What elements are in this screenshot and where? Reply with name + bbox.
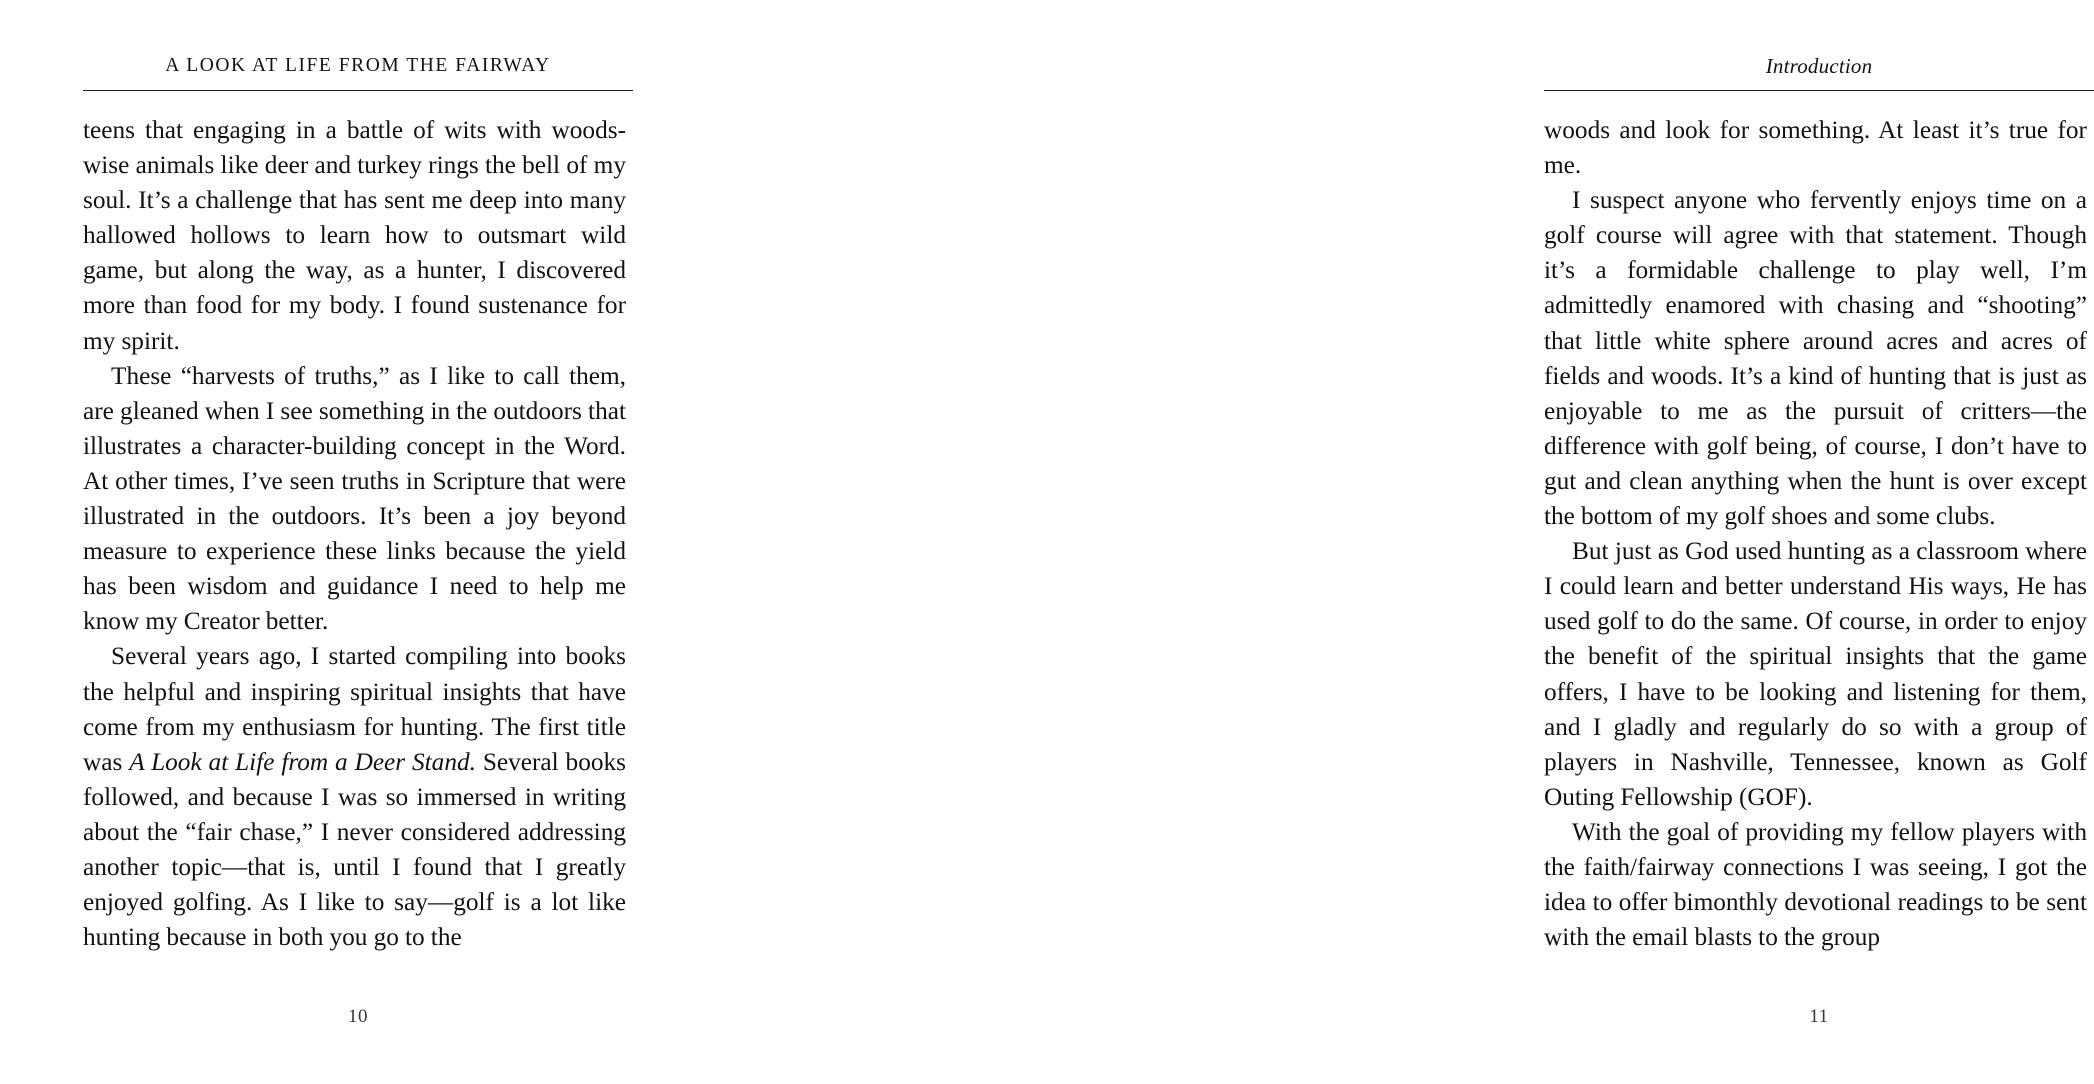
page-verso	[0, 0, 722, 1084]
running-head-recto-text: Introduction	[1765, 54, 1873, 78]
paragraph: I suspect anyone who fervently enjoys time on a golf course will agree with that statement. Though it’s a formidable challenge to play well, I’m admittedly enamored with chasing and “shooting” that little white sphere around acres and acres of fields and woods. It’s a kind of hunting that is just as enjoyable to me as the pursuit of critters—the difference with golf being, of course, I don’t have to gut and clean anything when the hunt is over except the bottom of my golf shoes and some clubs.	[1544, 186, 2087, 531]
paragraph-with-book-title	[83, 639, 626, 955]
body-text-verso	[83, 113, 626, 955]
paragraph: With the goal of providing my fellow players with the faith/fairway connections I was seeing, I got the idea to offer bimonthly devotional readings to be sent with the email blasts to the group	[1544, 817, 2087, 952]
running-head-verso-text: A LOOK AT LIFE FROM THE FAIRWAY	[165, 55, 551, 76]
paragraph: But just as God used hunting as a classroom where I could learn and better understand His ways, He has used golf to do the same. Of course, in order to enjoy the benefit of the spiritual insights that the game offers, I have to be looking and listening for them, and I gladly and regularly do so with a group of players in Nashville, Tennessee, known as Golf Outing Fellowship (GOF).	[1544, 537, 2087, 811]
paragraph: woods and look for something. At least it’s true for me.	[1544, 116, 2087, 180]
page-number-verso: 10	[348, 1006, 368, 1027]
page-number-recto: 11	[1809, 1006, 1829, 1027]
body-text-recto	[1544, 113, 2087, 955]
paragraph: These “harvests of truths,” as I like to call them, are gleaned when I see something in the outdoors that illustrates a character-building concept in the Word. At other times, I’ve seen truths in Scripture that were illustrated in the outdoors. It’s been a joy beyond measure to experience these links because the yield has been wisdom and guidance I need to help me know my Creator better.	[83, 361, 626, 636]
book-title-italic: A Look at Life from a Deer Stand.	[129, 747, 476, 776]
header-rule-recto	[1544, 90, 2094, 91]
paragraph: teens that engaging in a battle of wits with woods-wise animals like deer and turkey rings the bell of my soul. It’s a challenge that has sent me deep into many hallowed hollows to learn how to outsmart wild game, but along the way, as a hunter, I discovered more than food for my body. I found sustenance for my spirit.	[83, 116, 626, 355]
running-head-verso	[83, 52, 633, 80]
header-rule-verso	[83, 90, 633, 91]
running-head-recto	[1544, 52, 2094, 80]
paragraph-text-before-title: Several years ago, I started compiling into books the helpful and inspiring spiritual insights that have come from my enthusiasm for hunting. The first title was	[83, 642, 626, 776]
page-recto	[722, 0, 2087, 1084]
paragraph-text-after-title: Several books followed, and because I was so immersed in writing about the “fair chase,” I never considered addressing another topic—that is, until I found that I greatly enjoyed golfing. As I like to say—golf is a lot like hunting because in both you go to the	[83, 747, 626, 952]
